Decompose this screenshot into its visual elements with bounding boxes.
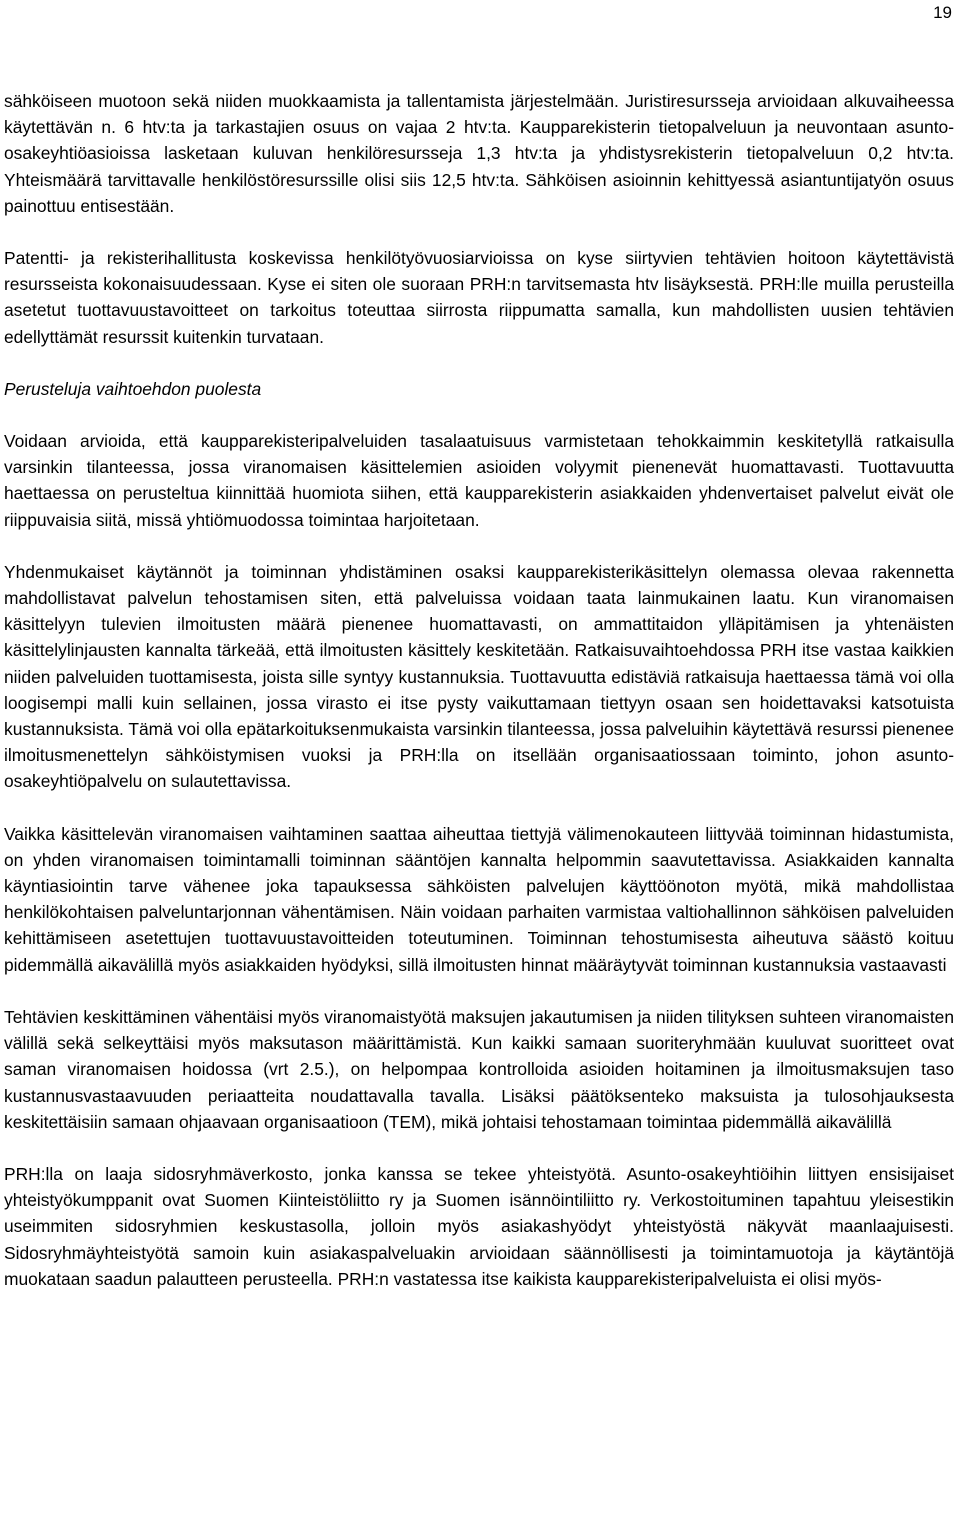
paragraph-prh-estimates: Patentti- ja rekisterihallitusta koskevissa henkilötyövuosiarvioissa on kyse siirtyvien tehtävien hoitoon käytettävistä resursseista kokonaisuudessaan. Kyse ei siten ole suoraan PRH:n tarvitsemasta htv lisäyksestä. PRH:lle muilla perusteilla asetetut tuottavuustavoitteet on tarkoitus toteuttaa siirrosta riippumatta samalla, kun mahdollisten uusien tehtävien edellyttämät resurssit kuitenkin turvataan. bbox=[4, 248, 954, 347]
section-heading: Perusteluja vaihtoehdon puolesta bbox=[4, 378, 262, 399]
paragraph-authority-change: Vaikka käsittelevän viranomaisen vaihtaminen saattaa aiheuttaa tiettyjä välimenokauteen liittyvää toiminnan hidastumista, on yhden viranomaisen toimintamalli toiminnan sääntöjen kannalta helpommin saavutettavissa. Asiakkaiden kannalta käyntiasiointin tarve vähenee joka tapauksessa sähköisten palvelujen käyttöönoton myötä, mikä mahdollistaa henkilökohtaisen palveluntarjonnan vähentämisen. Näin voidaan parhaiten varmistaa valtiohallinnon sähköisen palveluiden kehittämiseen asetettujen tuottavuustavoitteiden toteutuminen. Toiminnan tehostumisesta aiheutuva säästö koituu pidemmällä aikavälillä myös asiakkaiden hyödyksi, sillä ilmoitusten hinnat määräytyvät toiminnan kustannuksia vastaavasti bbox=[4, 823, 954, 975]
paragraph-stakeholders: PRH:lla on laaja sidosryhmäverkosto, jonka kanssa se tekee yhteistyötä. Asunto-osakeyhtiöihin liittyen ensisijaiset yhteistyökumppanit ovat Suomen Kiinteistöliitto ry ja Suomen isännöintiliitto ry. Verkostoituminen tapahtuu yleisestikin useimmiten sidosryhmien keskustasolla, jolloin myös asiakashyödyt yhteistyöstä näkyvät maanlaajuisesti. Sidosryhmäyhteistyötä samoin kuin asiakaspalveluakin arvioidaan säännöllisesti ja toimintamuotoja ja käytäntöjä muokataan saadun palautteen perusteella. PRH:n vastatessa itse kaikista kaupparekisteripalveluista ei olisi myös- bbox=[4, 1163, 954, 1289]
paragraph-uniform-practices: Yhdenmukaiset käytännöt ja toiminnan yhdistäminen osaksi kaupparekisterikäsittelyn olemassa olevaa rakennetta mahdollistavat palvelun tehostamisen siten, että palveluissa voidaan taata lainmukainen laatu. Kun viranomaisen käsittelyyn tulevien ilmoitusten määrä pienenee huomattavasti, on ammattitaidon ylläpitämisen ja yhtenäisten käsittelylinjausten kannalta tärkeää, että ilmoitusten käsittely keskitetään. Ratkaisuvaihtoehdossa PRH itse vastaa kaikkien niiden palveluiden tuottamisesta, joista sille syntyy kustannuksia. Tuottavuutta edistäviä ratkaisuja haettaessa tämä voi olla loogisempi malli kuin sellainen, jossa virasto ei itse pysty vaikuttamaan tiettyyn osaan sen hoidettavaksi katsotuista kustannuksista. Tämä voi olla epätarkoituksenmukaista varsinkin tilanteessa, jossa palveluihin käytettävä resurssi pienenee ilmoitusmenettelyn sähköistymisen vuoksi ja PRH:lla on itsellään organisaatiossaan toiminto, johon asunto-osakeyhtiöpalvelu on sulautettavissa. bbox=[4, 561, 954, 792]
page-number: 19 bbox=[933, 3, 952, 22]
paragraph-centralized-quality: Voidaan arvioida, että kaupparekisteripalveluiden tasalaatuisuus varmistetaan tehokkaimmin keskitetyllä ratkaisulla varsinkin tilanteessa, jossa viranomaisen käsittelemien asioiden volyymit pienenevät huomattavasti. Tuottavuutta haettaessa on perusteltua kiinnittää huomiota siihen, että kaupparekisterin asiakkaiden yhdenvertaiset palvelut eivät ole riippuvaisia siitä, missä yhtiömuodossa toimintaa harjoitetaan. bbox=[4, 431, 954, 530]
paragraph-fee-centralization: Tehtävien keskittäminen vähentäisi myös viranomaistyötä maksujen jakautumisen ja niiden tilityksen suhteen viranomaisten välillä sekä selkeyttäisi myös maksutason määrittämistä. Kun kaikki samaan suoriteryhmään kuuluvat suoritteet ovat saman viranomaisen hoidossa (vrt 2.5.), on helpompaa kontrolloida asioiden hoitaminen ja ilmoitusmaksujen taso kustannusvastaavuuden periaatteita noudattavalla tavalla. Lisäksi päätöksenteko maksuista ja tulosohjauksesta keskitettäisiin samaan ohjaavaan organisaatioon (TEM), mikä johtaisi tehostamaan toimintaa pidemmällä aikavälillä bbox=[4, 1006, 954, 1132]
paragraph-resources: sähköiseen muotoon sekä niiden muokkaamista ja tallentamista järjestelmään. Juristiresursseja arvioidaan alkuvaiheessa käytettävän n. 6 htv:ta ja tarkastajien osuus on vajaa 2 htv:ta. Kaupparekisterin tietopalveluun ja neuvontaan asunto-osakeyhtiöasioissa lasketaan kuluvan henkilöresursseja 1,3 htv:ta ja yhdistysrekisterin tietopalveluun 0,2 htv:ta. Yhteismäärä tarvittavalle henkilöstöresurssille olisi siis 12,5 htv:ta. Sähköisen asioinnin kehittyessä asiantuntijatyön osuus painottuu entisestään. bbox=[4, 91, 954, 216]
document-body bbox=[4, 88, 954, 1318]
